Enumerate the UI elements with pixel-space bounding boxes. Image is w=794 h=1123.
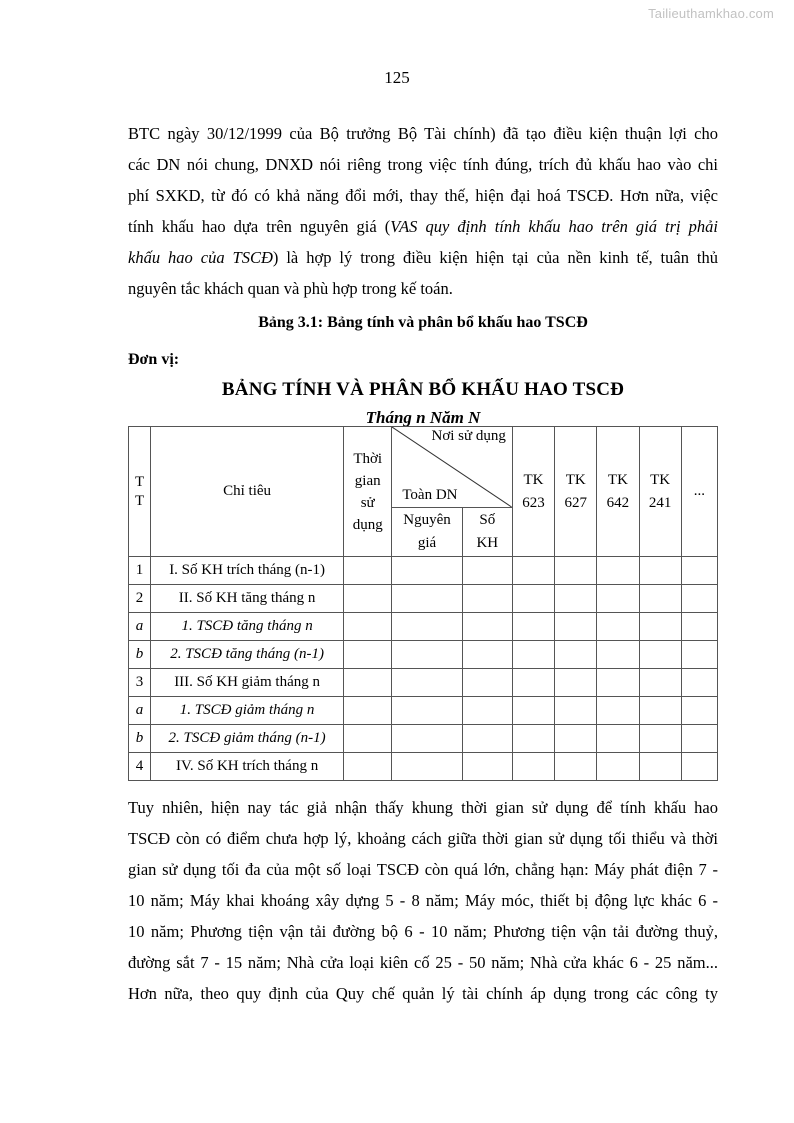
table-body	[129, 557, 718, 781]
cell-more	[681, 753, 717, 781]
cell-more	[681, 697, 717, 725]
cell-tk-623	[512, 613, 554, 641]
cell-more	[681, 557, 717, 585]
cell-nguyen-gia	[392, 641, 462, 669]
cell-thoi-gian-su-dung	[344, 669, 392, 697]
cell-nguyen-gia	[392, 613, 462, 641]
cell-so-kh	[462, 585, 512, 613]
header-so-kh	[462, 508, 512, 557]
cell-nguyen-gia	[392, 669, 462, 697]
cell-tk-627	[555, 641, 597, 669]
table-header	[129, 427, 718, 557]
watermark-text: Tailieuthamkhao.com	[648, 6, 774, 21]
cell-tk-642	[597, 753, 639, 781]
cell-tk-241	[639, 669, 681, 697]
header-tk642-line1: TK	[607, 471, 628, 488]
row-label-cell: II. Số KH tăng tháng n	[151, 585, 344, 613]
table-row	[129, 613, 718, 641]
header-tk-642	[597, 427, 639, 557]
cell-tk-627	[555, 669, 597, 697]
paragraph-bottom-line-2: TSCĐ còn có điểm chưa hợp lý, khoảng cách giữa thời gian sử dụng tối thiểu và thời	[128, 829, 718, 848]
cell-more	[681, 725, 717, 753]
row-number-cell: a	[129, 613, 151, 641]
depreciation-table	[128, 426, 718, 781]
paragraph-bottom-line-6: đường sắt 7 - 15 năm; Nhà cửa loại kiên cố 25 - 50 năm; Nhà cửa khác 6 - 25 năm...	[128, 953, 718, 972]
paragraph-top-line-2: các DN nói chung, DNXD nói riêng trong việc tính đúng, trích đủ khấu hao vào chi	[128, 155, 718, 174]
header-noi-su-dung-label: Nơi sử dụng	[431, 428, 506, 444]
table-row	[129, 697, 718, 725]
cell-so-kh	[462, 613, 512, 641]
paragraph-bottom-line-1: Tuy nhiên, hiện nay tác giả nhận thấy khung thời gian sử dụng để tính khấu hao	[128, 798, 718, 817]
cell-nguyen-gia	[392, 753, 462, 781]
header-tk241-line2: 241	[648, 494, 672, 511]
donvi-label: Đơn vị:	[128, 351, 180, 368]
header-tk623-line1: TK	[523, 471, 544, 488]
header-sokh-line1: Số	[479, 512, 496, 528]
paragraph-top-line-4-italic: VAS quy định tính khấu hao trên giá trị phải	[390, 217, 718, 236]
header-thoi-gian-su-dung	[344, 427, 392, 557]
row-number-cell: 4	[129, 753, 151, 781]
cell-tk-241	[639, 697, 681, 725]
table-header-row-1	[129, 427, 718, 508]
cell-nguyen-gia	[392, 585, 462, 613]
header-tk-623	[512, 427, 554, 557]
cell-tk-627	[555, 613, 597, 641]
cell-tk-623	[512, 669, 554, 697]
row-label-cell: 1. TSCĐ giảm tháng n	[151, 697, 344, 725]
row-label-cell: 1. TSCĐ tăng tháng n	[151, 613, 344, 641]
paragraph-bottom-line-5: 10 năm; Phương tiện vận tải đường bộ 6 - 10 năm; Phương tiện vận tải đường thuỷ,	[128, 922, 718, 941]
diagonal-cell-inner	[392, 427, 512, 507]
cell-tk-623	[512, 585, 554, 613]
cell-tk-642	[597, 669, 639, 697]
header-thoigian-line3: sử	[360, 494, 375, 511]
header-thoigian-line2: gian	[354, 472, 381, 489]
cell-tk-627	[555, 697, 597, 725]
paragraph-top-line-4-plain: tính khấu hao dựa trên nguyên giá (	[128, 217, 391, 236]
row-number-cell: 1	[129, 557, 151, 585]
header-thoigian-line4: dụng	[352, 516, 383, 533]
cell-tk-642	[597, 613, 639, 641]
header-noi-su-dung-diagonal	[392, 427, 513, 508]
cell-more	[681, 613, 717, 641]
header-tk-241	[639, 427, 681, 557]
row-label-cell: III. Số KH giảm tháng n	[151, 669, 344, 697]
cell-tk-627	[555, 753, 597, 781]
cell-more	[681, 669, 717, 697]
table-title: BẢNG TÍNH VÀ PHÂN BỔ KHẤU HAO TSCĐ	[221, 379, 625, 400]
cell-nguyen-gia	[392, 697, 462, 725]
cell-tk-241	[639, 613, 681, 641]
header-sokh-line2: KH	[476, 535, 499, 551]
table-row	[129, 753, 718, 781]
row-label-cell: 2. TSCĐ giảm tháng (n-1)	[151, 725, 344, 753]
cell-thoi-gian-su-dung	[344, 613, 392, 641]
cell-tk-642	[597, 557, 639, 585]
cell-tk-627	[555, 725, 597, 753]
cell-tk-627	[555, 557, 597, 585]
header-tk642-line2: 642	[606, 494, 630, 511]
header-nguyengia-line1: Nguyên	[403, 512, 451, 528]
row-number-cell: b	[129, 641, 151, 669]
paragraph-bottom-line-4: 10 năm; Máy khai khoáng xây dựng 5 - 8 năm; Máy móc, thiết bị động lực khác 6 -	[128, 891, 718, 910]
cell-so-kh	[462, 753, 512, 781]
paragraph-top-line-3: phí SXKD, từ đó có khả năng đổi mới, thay thế, hiện đại hoá TSCĐ. Hơn nữa, việc	[128, 186, 718, 205]
cell-nguyen-gia	[392, 557, 462, 585]
cell-thoi-gian-su-dung	[344, 725, 392, 753]
cell-tk-623	[512, 725, 554, 753]
header-tt-line2: T	[134, 492, 145, 509]
header-tk-627	[555, 427, 597, 557]
cell-tk-627	[555, 585, 597, 613]
cell-thoi-gian-su-dung	[344, 753, 392, 781]
table-row	[129, 557, 718, 585]
upper-text-block	[128, 118, 718, 431]
cell-tk-241	[639, 753, 681, 781]
cell-thoi-gian-su-dung	[344, 697, 392, 725]
header-nguyengia-line2: giá	[417, 535, 437, 551]
cell-so-kh	[462, 697, 512, 725]
paragraph-top-line-4	[128, 211, 718, 242]
cell-tk-642	[597, 585, 639, 613]
row-label-cell: IV. Số KH trích tháng n	[151, 753, 344, 781]
header-tt	[129, 427, 151, 557]
lower-text-block	[128, 792, 718, 1009]
table-row	[129, 669, 718, 697]
row-number-cell: b	[129, 725, 151, 753]
table-row	[129, 641, 718, 669]
table-row	[129, 725, 718, 753]
depreciation-table-wrapper	[128, 426, 718, 781]
header-tk241-line1: TK	[650, 471, 671, 488]
header-tk627-line1: TK	[565, 471, 586, 488]
header-tk623-line2: 623	[522, 494, 545, 511]
cell-thoi-gian-su-dung	[344, 641, 392, 669]
table-subtitle: Tháng n Năm N	[365, 408, 481, 427]
paragraph-bottom-line-7: Hơn nữa, theo quy định của Quy chế quản lý tài chính áp dụng trong các công ty	[128, 984, 718, 1003]
cell-tk-623	[512, 753, 554, 781]
cell-so-kh	[462, 557, 512, 585]
cell-more	[681, 641, 717, 669]
paragraph-top	[128, 118, 718, 304]
header-chitieu: Chỉ tiêu	[151, 427, 344, 557]
cell-tk-241	[639, 557, 681, 585]
paragraph-top-line-1: BTC ngày 30/12/1999 của Bộ trưởng Bộ Tài chính) đã tạo điều kiện thuận lợi cho	[128, 124, 718, 143]
row-number-cell: 2	[129, 585, 151, 613]
cell-tk-623	[512, 641, 554, 669]
cell-thoi-gian-su-dung	[344, 585, 392, 613]
cell-tk-642	[597, 641, 639, 669]
paragraph-top-line-5	[128, 242, 718, 273]
row-label-cell: 2. TSCĐ tăng tháng (n-1)	[151, 641, 344, 669]
paragraph-top-line-5-italic: khấu hao của TSCĐ	[128, 248, 273, 267]
cell-tk-623	[512, 557, 554, 585]
cell-so-kh	[462, 641, 512, 669]
row-number-cell: a	[129, 697, 151, 725]
row-label-cell: I. Số KH trích tháng (n-1)	[151, 557, 344, 585]
header-toan-dn-label: Toàn DN	[402, 487, 458, 503]
paragraph-top-line-5-plain: ) là hợp lý trong điều kiện hiện tại của nền kinh tế, tuân thủ	[272, 248, 718, 267]
header-thoigian-line1: Thời	[353, 450, 383, 467]
header-tk627-line2: 627	[564, 494, 587, 511]
page-number: 125	[384, 68, 410, 87]
cell-so-kh	[462, 725, 512, 753]
cell-tk-642	[597, 725, 639, 753]
header-nguyen-gia	[392, 508, 462, 557]
paragraph-bottom	[128, 792, 718, 1009]
row-number-cell: 3	[129, 669, 151, 697]
cell-tk-241	[639, 725, 681, 753]
cell-tk-241	[639, 585, 681, 613]
table-caption: Bảng 3.1: Bảng tính và phân bổ khấu hao TSCĐ	[258, 314, 588, 331]
cell-more	[681, 585, 717, 613]
cell-so-kh	[462, 669, 512, 697]
cell-nguyen-gia	[392, 725, 462, 753]
header-tt-line1: T	[134, 473, 145, 490]
cell-tk-241	[639, 641, 681, 669]
header-more-columns: ...	[681, 427, 717, 557]
paragraph-bottom-line-3: gian sử dụng tối đa của một số loại TSCĐ còn quá lớn, chẳng hạn: Máy phát điện 7 -	[128, 860, 718, 879]
cell-thoi-gian-su-dung	[344, 557, 392, 585]
paragraph-top-line-6: nguyên tắc khách quan và phù hợp trong kế toán.	[128, 279, 453, 298]
cell-tk-623	[512, 697, 554, 725]
table-row	[129, 585, 718, 613]
cell-tk-642	[597, 697, 639, 725]
